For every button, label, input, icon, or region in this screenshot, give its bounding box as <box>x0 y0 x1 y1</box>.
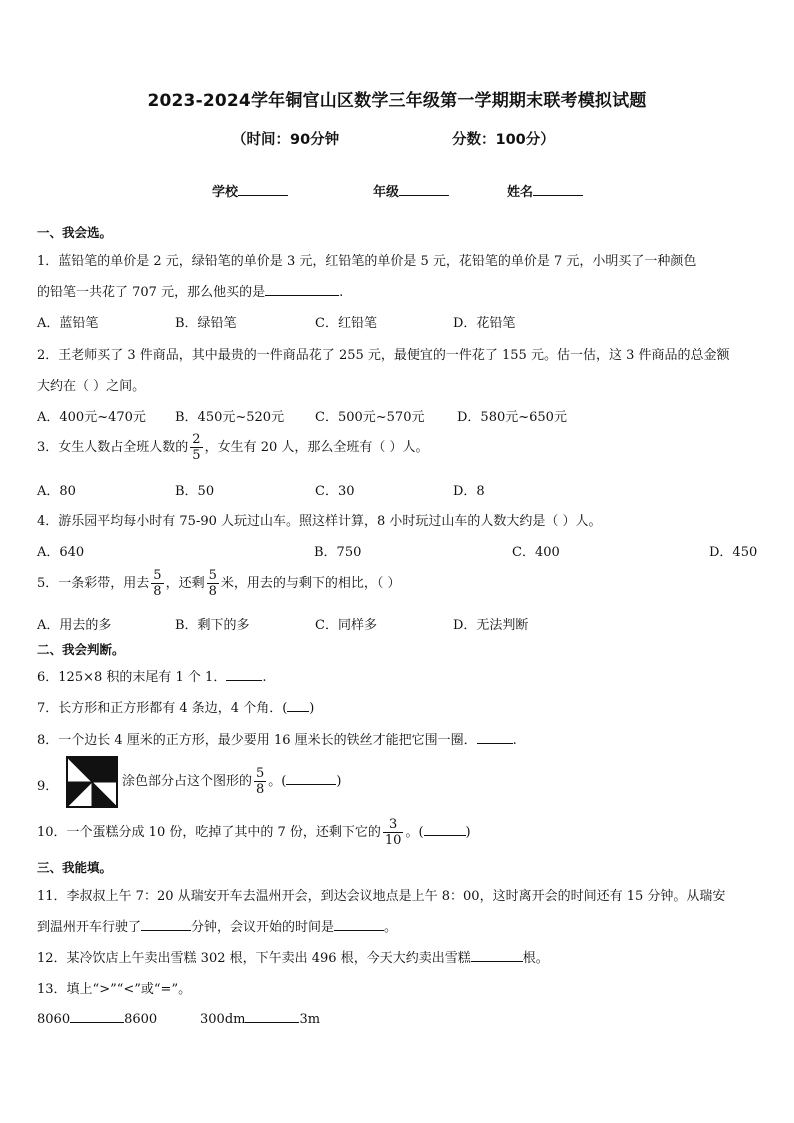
option[interactable]: D．8 <box>453 484 485 499</box>
option[interactable]: C．同样多 <box>315 618 377 633</box>
option[interactable]: A．640 <box>37 545 85 560</box>
option[interactable]: C．30 <box>315 484 355 499</box>
fraction: $\frac{3}{10}$ <box>384 817 402 848</box>
question-10: 10．一个蛋糕分成 10 份，吃掉了其中的 7 份，还剩下它的 $\frac{3}{10}$ 。( ) <box>37 817 471 848</box>
option[interactable]: A．80 <box>37 484 76 499</box>
section-heading: 三、我能填。 <box>37 860 113 875</box>
answer-blank[interactable] <box>477 731 513 744</box>
question-1-line-2: 的铅笔一共花了 707 元，那么他买的是 . <box>37 285 344 300</box>
option[interactable]: A．400元~470元 <box>37 410 146 425</box>
option[interactable]: D．580元~650元 <box>457 410 567 425</box>
answer-blank[interactable] <box>287 699 309 712</box>
answer-blank[interactable] <box>471 949 523 962</box>
answer-blank[interactable] <box>286 772 336 785</box>
option[interactable]: B．50 <box>175 484 215 499</box>
question-4: 4．游乐园平均每小时有 75-90 人玩过山车。照这样计算，8 小时玩过山车的人数大约是（ ）人。 <box>37 514 602 529</box>
question-13: 13．填上“>”“<”或“=”。 <box>37 982 192 997</box>
question-11-line-1: 11．李叔叔上午 7：20 从瑞安开车去温州开会，到达会议地点是上午 8：00，这时离开会的时间还有 15 分钟。从瑞安 <box>37 889 726 904</box>
school-blank[interactable] <box>238 183 288 196</box>
answer-blank[interactable] <box>334 918 384 931</box>
option[interactable]: A．蓝铅笔 <box>37 316 99 331</box>
name-label: 姓名 <box>507 185 534 200</box>
name-field[interactable] <box>507 181 583 200</box>
question-1-line-1: 1．蓝铅笔的单价是 2 元，绿铅笔的单价是 3 元，红铅笔的单价是 5 元，花铅笔的单价是 7 元，小明买了一种颜色 <box>37 254 697 269</box>
grade-label: 年级 <box>373 185 400 200</box>
page-title: 2023-2024学年铜官山区数学三年级第一学期期末联考模拟试题 <box>147 91 647 111</box>
fraction: $\frac{5}{8}$ <box>153 568 162 599</box>
answer-blank[interactable] <box>424 823 466 836</box>
grade-field[interactable] <box>373 181 449 200</box>
option[interactable]: D．450 <box>709 545 758 560</box>
fraction: $\frac{5}{8}$ <box>256 766 265 797</box>
answer-blank[interactable] <box>141 918 191 931</box>
question-11-line-2: 到温州开车行驶了 分钟，会议开始的时间是 。 <box>37 920 398 935</box>
comparison-b: 300dm 3m <box>200 1012 321 1027</box>
option[interactable]: B．绿铅笔 <box>175 316 237 331</box>
question-7: 7．长方形和正方形都有 4 条边，4 个角．( ) <box>37 701 315 716</box>
question-9: 涂色部分占这个图形的 $\frac{5}{8}$ 。( ) <box>122 766 342 797</box>
answer-blank[interactable] <box>70 1010 124 1023</box>
name-blank[interactable] <box>533 183 583 196</box>
question-9-number: 9． <box>37 779 59 794</box>
option[interactable]: C．500元~570元 <box>315 410 425 425</box>
pinwheel-figure-icon <box>66 756 118 808</box>
fraction: $\frac{5}{8}$ <box>208 568 217 599</box>
exam-time: （时间：90分钟 <box>232 132 340 148</box>
option[interactable]: B．750 <box>314 545 362 560</box>
exam-score: 分数：100分） <box>452 132 555 148</box>
section-heading: 二、我会判断。 <box>37 642 125 657</box>
school-label: 学校 <box>212 185 239 200</box>
option[interactable]: C．400 <box>512 545 560 560</box>
option[interactable]: B．剩下的多 <box>175 618 250 633</box>
grade-blank[interactable] <box>399 183 449 196</box>
question-2-line-2: 大约在（ ）之间。 <box>37 379 146 394</box>
question-3: 3．女生人数占全班人数的 $\frac{2}{5}$ ，女生有 20 人，那么全班有（ ）人。 <box>37 432 429 463</box>
answer-blank[interactable] <box>245 1010 299 1023</box>
question-5: 5．一条彩带，用去 $\frac{5}{8}$ ，还剩 $\frac{5}{8}$ 米，用去的与剩下的相比，（ ） <box>37 568 401 599</box>
option[interactable]: D．花铅笔 <box>453 316 516 331</box>
question-12: 12．某冷饮店上午卖出雪糕 302 根，下午卖出 496 根，今天大约卖出雪糕 根。 <box>37 951 549 966</box>
section-heading: 一、我会选。 <box>37 225 113 240</box>
answer-blank[interactable] <box>226 668 262 681</box>
option[interactable]: A．用去的多 <box>37 618 112 633</box>
option[interactable]: B．450元~520元 <box>175 410 285 425</box>
school-field[interactable] <box>212 181 288 200</box>
option[interactable]: C．红铅笔 <box>315 316 377 331</box>
answer-blank[interactable] <box>265 283 339 296</box>
question-6: 6．125×8 积的末尾有 1 个 1． . <box>37 670 267 685</box>
question-2-line-1: 2．王老师买了 3 件商品，其中最贵的一件商品花了 255 元，最便宜的一件花了 155 元。估一估，这 3 件商品的总金额 <box>37 348 730 363</box>
option[interactable]: D．无法判断 <box>453 618 529 633</box>
question-8: 8．一个边长 4 厘米的正方形，最少要用 16 厘米长的铁丝才能把它围一圈． . <box>37 733 517 748</box>
comparison-a: 8060 8600 <box>37 1012 158 1027</box>
fraction: $\frac{2}{5}$ <box>192 432 201 463</box>
